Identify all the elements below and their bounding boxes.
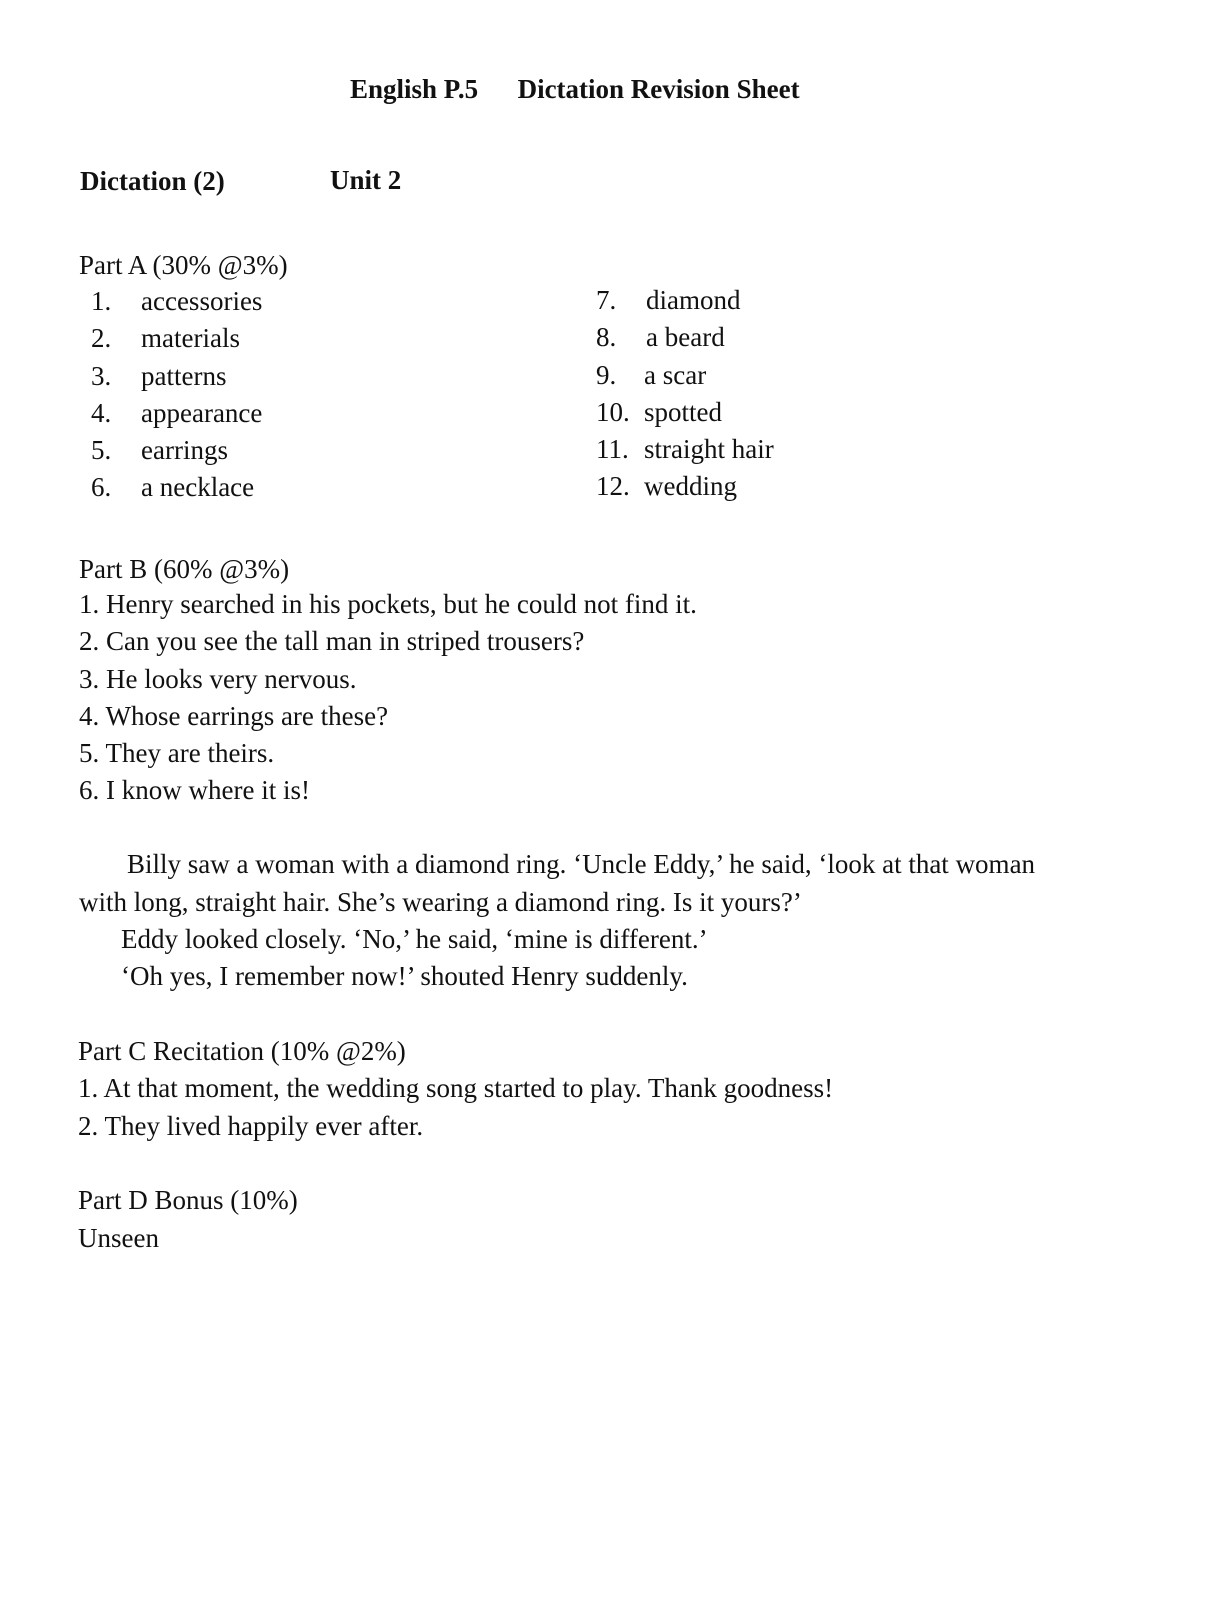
list-item: 9. a scar bbox=[596, 360, 707, 390]
list-item: 4. appearance bbox=[91, 398, 263, 428]
list-item: 7. diamond bbox=[596, 285, 741, 315]
list-item: 1. accessories bbox=[91, 286, 263, 316]
part-d-note: Unseen bbox=[78, 1223, 159, 1253]
list-item: 2. They lived happily ever after. bbox=[78, 1111, 424, 1141]
part-c-heading: Part C Recitation (10% @2%) bbox=[78, 1036, 406, 1066]
unit-label: Unit 2 bbox=[330, 165, 402, 195]
part-b-heading: Part B (60% @3%) bbox=[79, 554, 290, 584]
list-item: 1. At that moment, the wedding song started to play. Thank goodness! bbox=[78, 1073, 834, 1103]
list-item: 5. earrings bbox=[91, 435, 228, 465]
list-item: 5. They are theirs. bbox=[79, 738, 275, 768]
part-d-heading: Part D Bonus (10%) bbox=[78, 1185, 298, 1215]
subject-label: English P.5 bbox=[350, 74, 479, 104]
passage-line: Eddy looked closely. ‘No,’ he said, ‘mine is different.’ bbox=[121, 924, 708, 954]
list-item: 6. I know where it is! bbox=[79, 775, 310, 805]
passage-line: Billy saw a woman with a diamond ring. ‘Uncle Eddy,’ he said, ‘look at that woman bbox=[127, 849, 1036, 879]
list-item: 12. wedding bbox=[596, 471, 737, 501]
list-item: 3. He looks very nervous. bbox=[79, 664, 357, 694]
list-item: 10. spotted bbox=[596, 397, 722, 427]
sheet-title: Dictation Revision Sheet bbox=[517, 74, 800, 104]
dictation-label: Dictation (2) bbox=[80, 166, 225, 196]
list-item: 1. Henry searched in his pockets, but he could not find it. bbox=[79, 589, 697, 619]
list-item: 3. patterns bbox=[91, 361, 227, 391]
part-a-heading: Part A (30% @3%) bbox=[79, 250, 288, 280]
passage-line: ‘Oh yes, I remember now!’ shouted Henry suddenly. bbox=[121, 961, 688, 991]
list-item: 2. materials bbox=[91, 323, 240, 353]
page-title bbox=[350, 74, 800, 105]
list-item: 4. Whose earrings are these? bbox=[79, 701, 389, 731]
passage-line: with long, straight hair. She’s wearing a diamond ring. Is it yours?’ bbox=[79, 887, 802, 917]
list-item: 2. Can you see the tall man in striped trousers? bbox=[79, 626, 585, 656]
list-item: 6. a necklace bbox=[91, 472, 255, 502]
list-item: 8. a beard bbox=[596, 322, 725, 352]
list-item: 11. straight hair bbox=[596, 434, 774, 464]
